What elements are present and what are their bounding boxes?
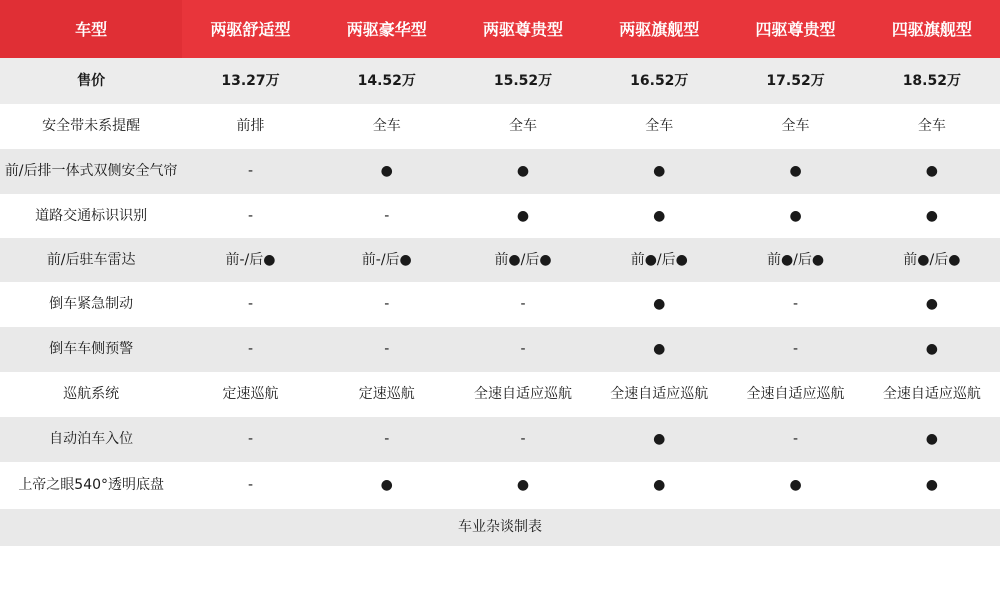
footer-row <box>0 509 1000 546</box>
spec-cell: ● <box>925 163 938 179</box>
spec-cell: 前●/后● <box>494 251 552 268</box>
spec-cell: 定速巡航 <box>358 386 415 402</box>
spec-cell: 全速自适应巡航 <box>746 386 845 402</box>
header-trim-3: 两驱尊贵型 <box>455 0 591 58</box>
price-value: 17.52万 <box>766 72 825 89</box>
price-value: 13.27万 <box>221 72 280 89</box>
table-row <box>0 149 1000 194</box>
header-trim-5: 四驱尊贵型 <box>727 0 863 58</box>
price-value: 15.52万 <box>493 72 553 89</box>
feature-label: 道路交通标识识别 <box>35 207 148 224</box>
price-value: 16.52万 <box>630 72 689 89</box>
spec-cell: ● <box>516 477 530 493</box>
spec-cell: 全速自适应巡航 <box>882 386 981 402</box>
table-row <box>0 194 1000 238</box>
table-credit: 车业杂谈制表 <box>458 519 542 535</box>
spec-cell: 全车 <box>372 118 401 134</box>
spec-cell: 前●/后● <box>903 251 961 268</box>
spec-cell: 定速巡航 <box>222 386 279 402</box>
price-value: 18.52万 <box>902 72 961 89</box>
spec-cell: ● <box>653 163 666 179</box>
spec-cell: - <box>520 431 526 447</box>
spec-cell: - <box>384 431 390 447</box>
spec-cell: ● <box>380 163 393 179</box>
spec-cell: - <box>247 163 254 179</box>
spec-cell: - <box>793 431 799 447</box>
spec-cell: - <box>793 296 799 312</box>
feature-label: 安全带未系提醒 <box>42 118 141 134</box>
feature-label: 倒车紧急制动 <box>49 296 134 312</box>
spec-cell: 前-/后● <box>225 251 276 268</box>
spec-cell: 全车 <box>645 118 674 134</box>
spec-cell: - <box>384 341 390 357</box>
spec-cell: ● <box>516 163 530 179</box>
feature-label: 巡航系统 <box>63 386 120 402</box>
feature-label: 倒车车侧预警 <box>49 341 134 357</box>
table-row <box>0 327 1000 372</box>
spec-cell: - <box>793 341 799 357</box>
header-trim-6: 四驱旗舰型 <box>864 0 1000 58</box>
price-row <box>0 58 1000 104</box>
spec-cell: ● <box>653 341 666 357</box>
spec-cell: ● <box>925 431 938 447</box>
table-row <box>0 462 1000 509</box>
spec-cell: ● <box>653 431 666 447</box>
header-trim-1: 两驱舒适型 <box>182 0 318 58</box>
spec-cell: ● <box>925 341 938 357</box>
spec-cell: - <box>247 341 254 357</box>
spec-cell: ● <box>789 477 802 493</box>
spec-cell: ● <box>925 207 938 224</box>
price-value: 14.52万 <box>357 72 416 89</box>
spec-cell: ● <box>653 296 666 312</box>
spec-cell: ● <box>925 296 938 312</box>
spec-cell: - <box>384 207 390 224</box>
feature-label: 自动泊车入位 <box>49 431 134 447</box>
table-row <box>0 417 1000 462</box>
price-label: 售价 <box>77 72 106 89</box>
spec-cell: 前排 <box>236 118 265 134</box>
spec-cell: 全速自适应巡航 <box>474 386 573 402</box>
feature-label: 前/后驻车雷达 <box>46 251 136 268</box>
spec-cell: - <box>520 341 526 357</box>
spec-cell: ● <box>789 207 802 224</box>
spec-cell: ● <box>653 477 666 493</box>
table-row <box>0 104 1000 149</box>
spec-cell: - <box>247 477 254 493</box>
spec-cell: - <box>247 207 254 224</box>
header-trim-2: 两驱豪华型 <box>319 0 455 58</box>
spec-cell: ● <box>653 207 666 224</box>
feature-label: 前/后排一体式双侧安全气帘 <box>4 163 178 179</box>
spec-cell: ● <box>516 207 530 224</box>
header-row <box>0 0 1000 58</box>
spec-cell: - <box>247 431 254 447</box>
header-feature-label: 车型 <box>0 0 182 58</box>
spec-cell: 全车 <box>917 118 946 134</box>
spec-cell: 前-/后● <box>361 251 412 268</box>
spec-cell: - <box>520 296 526 312</box>
table-row <box>0 282 1000 327</box>
spec-cell: ● <box>925 477 938 493</box>
spec-cell: ● <box>380 477 393 493</box>
spec-cell: ● <box>789 163 802 179</box>
table-row <box>0 372 1000 417</box>
spec-cell: 全车 <box>509 118 538 134</box>
spec-cell: 全车 <box>781 118 810 134</box>
feature-label: 上帝之眼540°透明底盘 <box>18 477 165 493</box>
table-row <box>0 238 1000 282</box>
spec-cell: 前●/后● <box>766 251 825 268</box>
spec-cell: 前●/后● <box>630 251 688 268</box>
spec-cell: 全速自适应巡航 <box>610 386 709 402</box>
header-trim-4: 两驱旗舰型 <box>591 0 727 58</box>
spec-cell: - <box>384 296 390 312</box>
spec-cell: - <box>247 296 254 312</box>
